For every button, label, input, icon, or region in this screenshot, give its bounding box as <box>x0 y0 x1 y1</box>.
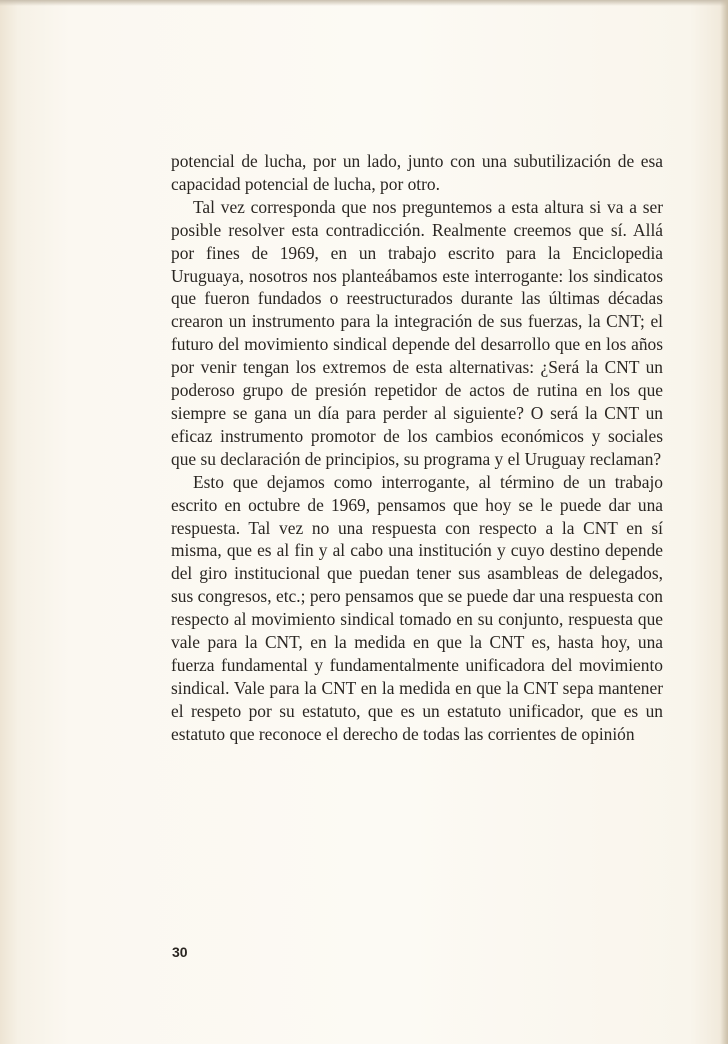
page-right-edge <box>720 0 728 1044</box>
body-text <box>171 150 663 746</box>
page-top-shadow <box>0 0 728 6</box>
paragraph-1: potencial de lucha, por un lado, junto con una subutilización de esa capacidad potencial de lucha, por otro. <box>171 151 663 194</box>
paragraph-2: Tal vez corresponda que nos preguntemos a esta altura si va a ser posible resolver esta contradicción. Realmente creemos que sí. Allá por fines de 1969, en un trabajo escrito para la Enciclopedia Uruguaya, nosotros nos planteábamos este interrogante: los sindicatos que fueron fundados o reestructurados durante las últimas décadas crearon un instrumento para la integración de sus fuerzas, la CNT; el futuro del movimiento sindical depende del desarrollo que en los años por venir tengan los extremos de esta alternativas: ¿Será la CNT un poderoso grupo de presión repetidor de actos de rutina en los que siempre se gana un día para perder al siguiente? O será la CNT un eficaz instrumento promotor de los cambios económicos y sociales que su declaración de principios, su programa y el Uruguay reclaman? <box>171 196 663 469</box>
paragraph-3: Esto que dejamos como interrogante, al término de un trabajo escrito en octubre de 1969, pensamos que hoy se le puede dar una respuesta. Tal vez no una respuesta con respecto a la CNT en sí misma, que es al fin y al cabo una institución y cuyo destino depende del giro institucional que puedan tener sus asambleas de delegados, sus congresos, etc.; pero pensamos que se puede dar una respuesta con respecto al movimiento sindical tomado en su conjunto, respuesta que vale para la CNT, en la medida en que la CNT es, hasta hoy, una fuerza fundamental y fundamentalmente unificadora del movimiento sindical. Vale para la CNT en la medida en que la CNT sepa mantener el respeto por su estatuto, que es un estatuto unificador, que es un estatuto que reconoce el derecho de todas las corrientes de opinión <box>171 471 663 744</box>
page-number: 30 <box>172 944 188 960</box>
